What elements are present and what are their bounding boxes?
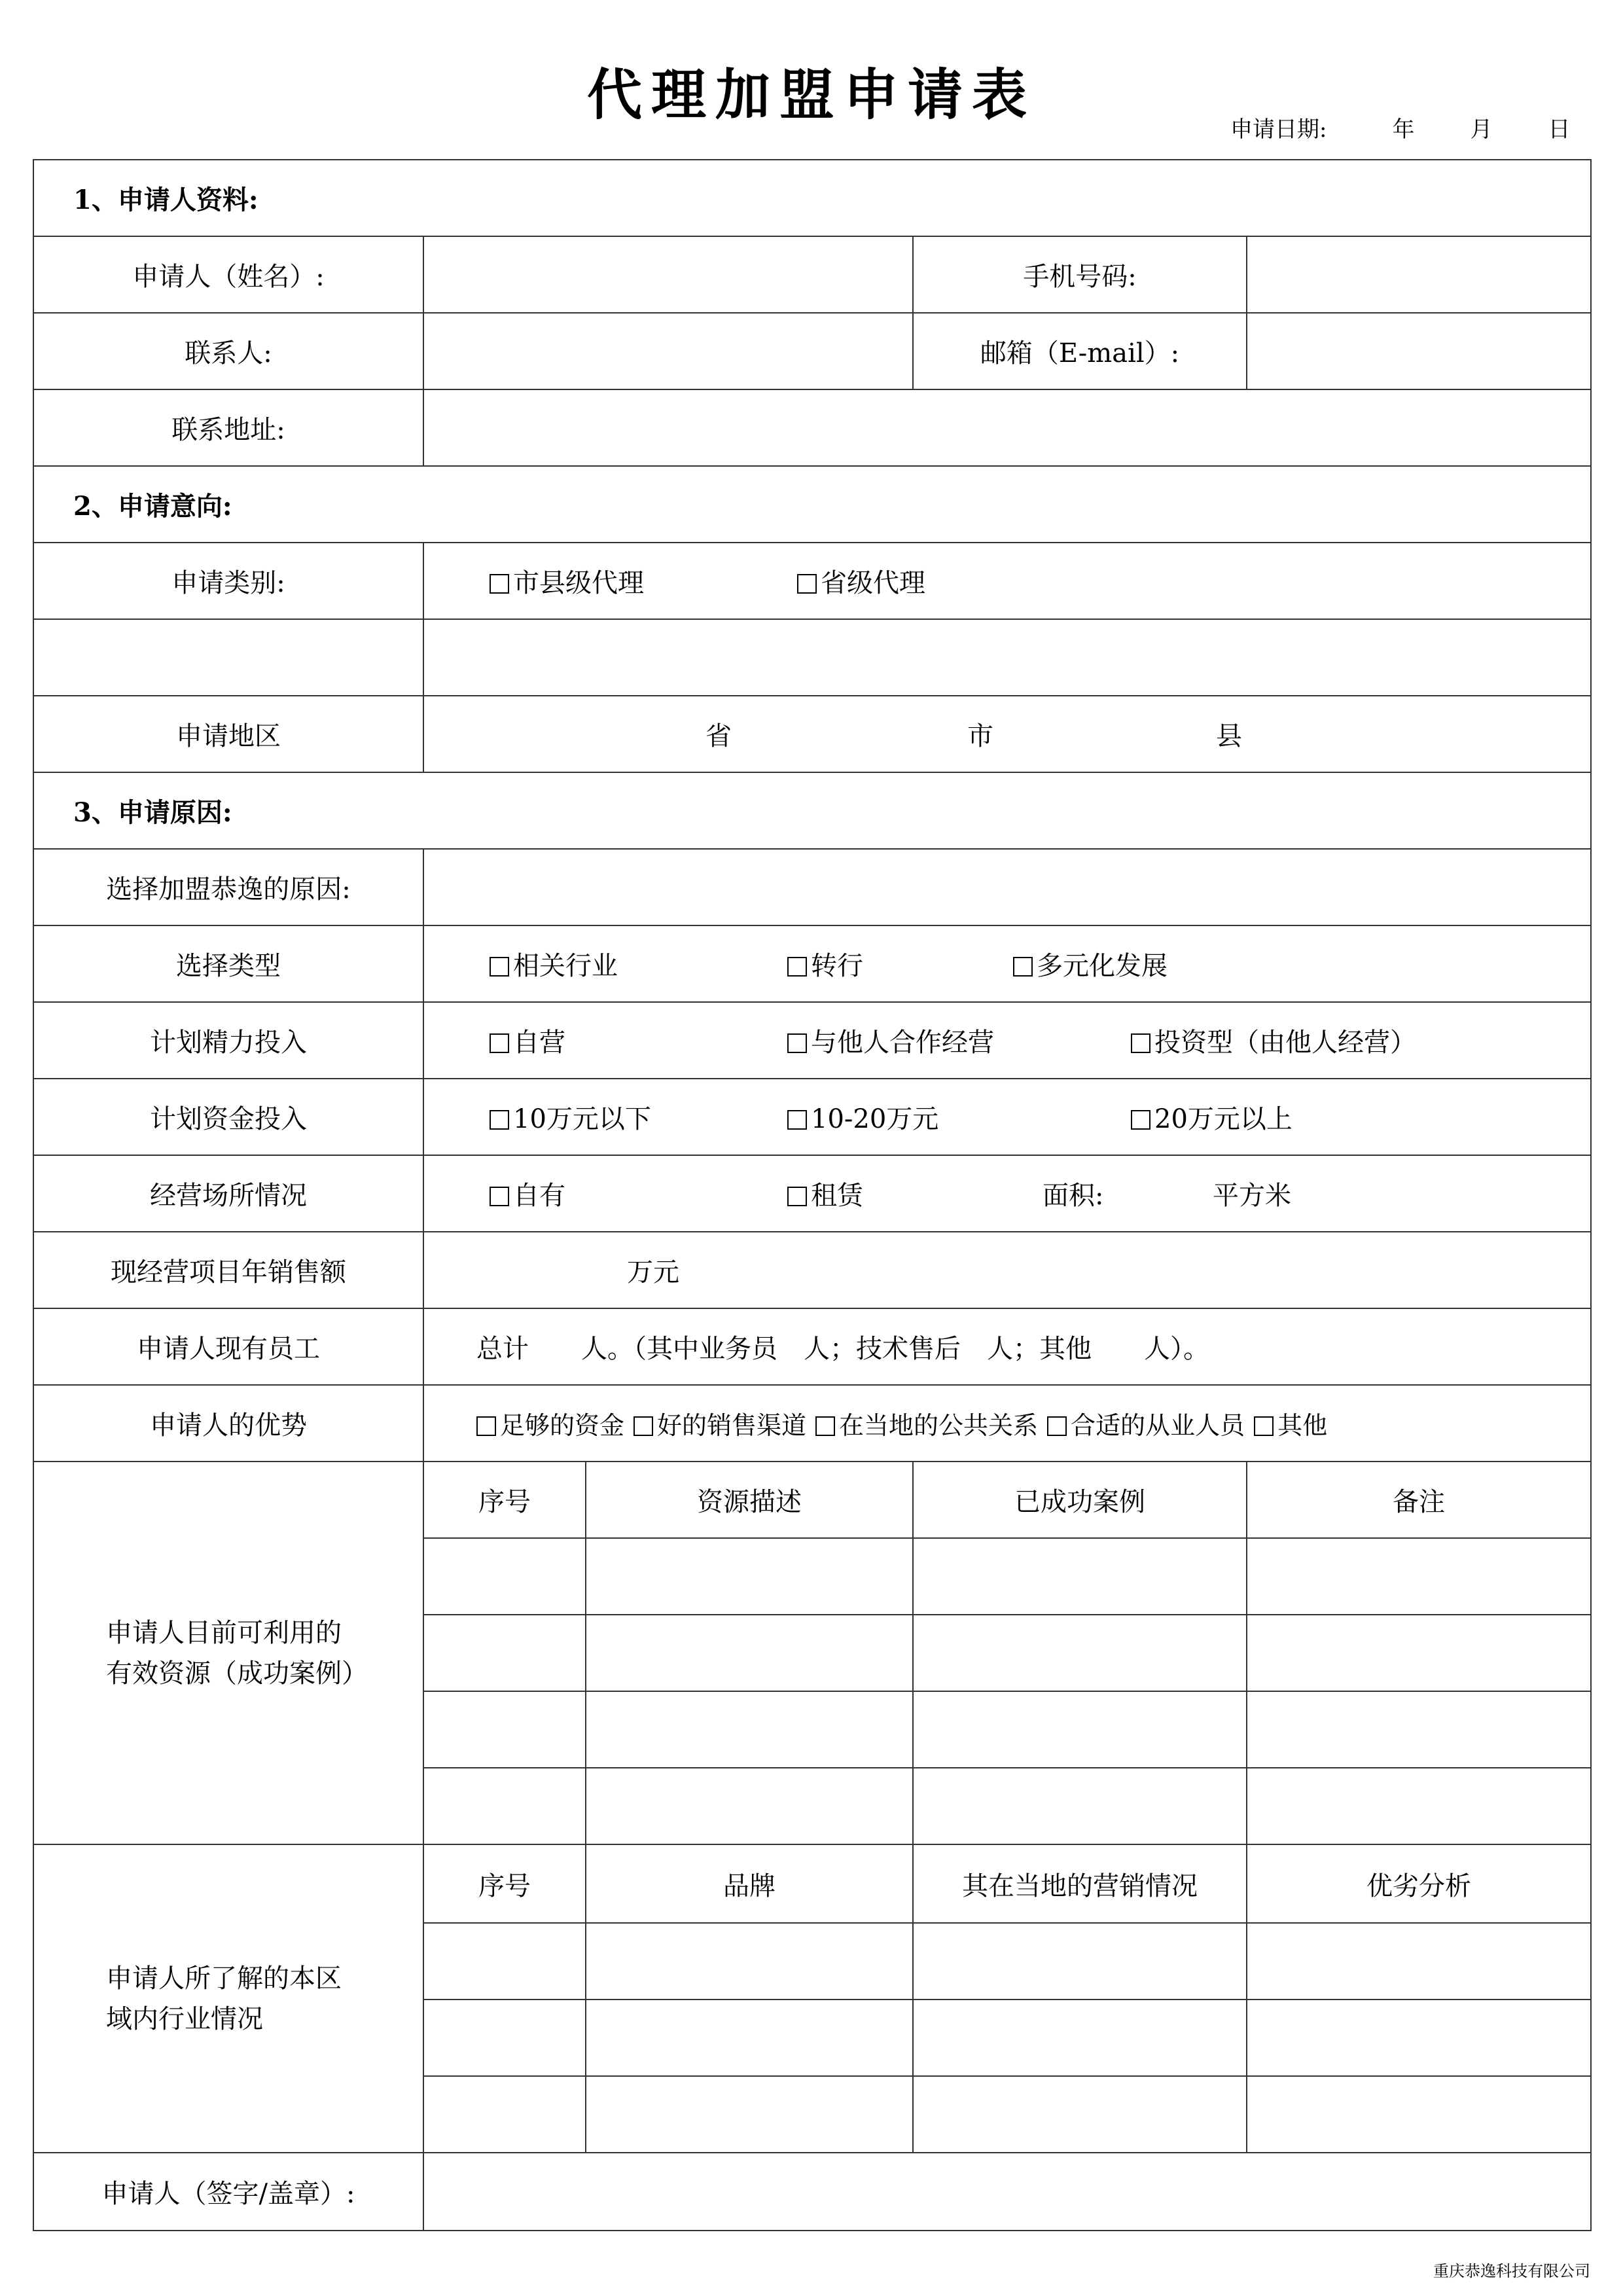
effort-options [423, 1002, 1591, 1079]
area-unit: 平方米 [1213, 1181, 1291, 1211]
blank-field[interactable] [423, 619, 1591, 696]
signature-label: 申请人（签字/盖章）: [33, 2153, 423, 2231]
checkbox-icon[interactable] [490, 1033, 509, 1053]
email-label: 邮箱（E-mail）: [913, 313, 1247, 389]
fund-option-10-20[interactable]: 10-20万元 [787, 1098, 1131, 1136]
fund-label: 计划资金投入 [33, 1079, 423, 1155]
checkbox-icon[interactable] [490, 957, 509, 977]
industry-header-no: 序号 [423, 1844, 586, 1923]
signature-field[interactable] [423, 2153, 1591, 2231]
region-field[interactable] [423, 696, 1591, 772]
category-option-province[interactable]: 省级代理 [797, 562, 925, 600]
email-field[interactable] [1247, 313, 1591, 389]
checkbox-icon[interactable] [490, 1110, 509, 1130]
application-date [1230, 111, 1570, 143]
address-label: 联系地址: [33, 389, 423, 466]
checkbox-icon[interactable] [1013, 957, 1033, 977]
sales-unit[interactable]: 万元 [423, 1232, 1591, 1308]
effort-option-self[interactable]: 自营 [490, 1022, 787, 1059]
premises-option-rent[interactable]: 租赁 [787, 1175, 1043, 1212]
resources-header-desc: 资源描述 [586, 1462, 913, 1538]
date-month: 月 [1470, 117, 1493, 143]
reason-field[interactable] [423, 849, 1591, 925]
type-option-diversify[interactable]: 多元化发展 [1013, 945, 1168, 982]
checkbox-icon[interactable] [797, 574, 817, 594]
fund-option-under-10[interactable]: 10万元以下 [490, 1098, 787, 1136]
checkbox-icon[interactable] [490, 574, 509, 594]
industry-header-brand: 品牌 [586, 1844, 913, 1923]
checkbox-icon[interactable] [1131, 1110, 1150, 1130]
applicant-name-field[interactable] [423, 236, 913, 313]
checkbox-icon[interactable] [1047, 1416, 1067, 1436]
category-option-city[interactable]: 市县级代理 [490, 562, 797, 600]
checkbox-icon[interactable] [1131, 1033, 1150, 1053]
region-label: 申请地区 [33, 696, 423, 772]
address-field[interactable] [423, 389, 1591, 466]
effort-option-invest[interactable]: 投资型（由他人经营） [1131, 1022, 1416, 1059]
effort-option-partner[interactable]: 与他人合作经营 [787, 1022, 1131, 1059]
advantage-option-relations[interactable]: 在当地的公共关系 [815, 1405, 1038, 1441]
premises-label: 经营场所情况 [33, 1155, 423, 1232]
section-3-heading: 3、申请原因: [33, 772, 1591, 849]
industry-header-analysis: 优劣分析 [1247, 1844, 1591, 1923]
form-title: 代理加盟申请表 [586, 62, 1036, 127]
advantage-option-channel[interactable]: 好的销售渠道 [633, 1405, 806, 1441]
fund-option-over-20[interactable]: 20万元以上 [1131, 1098, 1293, 1136]
checkbox-icon[interactable] [787, 1033, 807, 1053]
checkbox-icon[interactable] [633, 1416, 653, 1436]
date-day: 日 [1548, 117, 1571, 143]
blank-label-cell [33, 619, 423, 696]
checkbox-icon[interactable] [787, 1110, 807, 1130]
premises-options [423, 1155, 1591, 1232]
checkbox-icon[interactable] [490, 1187, 509, 1206]
section-1-heading: 1、申请人资料: [33, 160, 1591, 236]
phone-label: 手机号码: [913, 236, 1247, 313]
advantage-option-staff[interactable]: 合适的从业人员 [1047, 1405, 1245, 1441]
effort-label: 计划精力投入 [33, 1002, 423, 1079]
applicant-name-label: 申请人（姓名）: [33, 236, 423, 313]
industry-header-marketing: 其在当地的营销情况 [913, 1844, 1247, 1923]
advantage-options [423, 1385, 1591, 1462]
checkbox-icon[interactable] [787, 957, 807, 977]
region-city: 市 [967, 721, 993, 751]
phone-field[interactable] [1247, 236, 1591, 313]
category-label: 申请类别: [33, 543, 423, 619]
area-label: 面积: [1043, 1181, 1104, 1211]
staff-label: 申请人现有员工 [33, 1308, 423, 1385]
contact-field[interactable] [423, 313, 913, 389]
checkbox-icon[interactable] [1254, 1416, 1274, 1436]
category-options [423, 543, 1591, 619]
type-options [423, 925, 1591, 1002]
premises-option-own[interactable]: 自有 [490, 1175, 787, 1212]
application-form [33, 159, 1592, 2231]
staff-text[interactable]: 总计 人。（其中业务员 人；技术售后 人；其他 人）。 [423, 1308, 1591, 1385]
checkbox-icon[interactable] [787, 1187, 807, 1206]
checkbox-icon[interactable] [815, 1416, 835, 1436]
region-county: 县 [1216, 721, 1242, 751]
resources-header-cases: 已成功案例 [913, 1462, 1247, 1538]
section-2-heading: 2、申请意向: [33, 466, 1591, 543]
date-year: 年 [1392, 117, 1415, 143]
fund-options [423, 1079, 1591, 1155]
resources-label: 申请人目前可利用的有效资源（成功案例） [33, 1462, 423, 1844]
advantage-label: 申请人的优势 [33, 1385, 423, 1462]
company-footer: 重庆恭逸科技有限公司 [1433, 2262, 1590, 2280]
industry-label: 申请人所了解的本区域内行业情况 [33, 1844, 423, 2153]
resources-header-no: 序号 [423, 1462, 586, 1538]
advantage-option-fund[interactable]: 足够的资金 [476, 1405, 624, 1441]
checkbox-icon[interactable] [476, 1416, 496, 1436]
reason-label: 选择加盟恭逸的原因: [33, 849, 423, 925]
date-label: 申请日期: [1230, 117, 1327, 143]
region-province: 省 [705, 721, 732, 751]
type-option-switch[interactable]: 转行 [787, 945, 1013, 982]
sales-label: 现经营项目年销售额 [33, 1232, 423, 1308]
resources-header-notes: 备注 [1247, 1462, 1591, 1538]
contact-label: 联系人: [33, 313, 423, 389]
type-option-related[interactable]: 相关行业 [490, 945, 787, 982]
type-label: 选择类型 [33, 925, 423, 1002]
advantage-option-other[interactable]: 其他 [1254, 1405, 1327, 1441]
